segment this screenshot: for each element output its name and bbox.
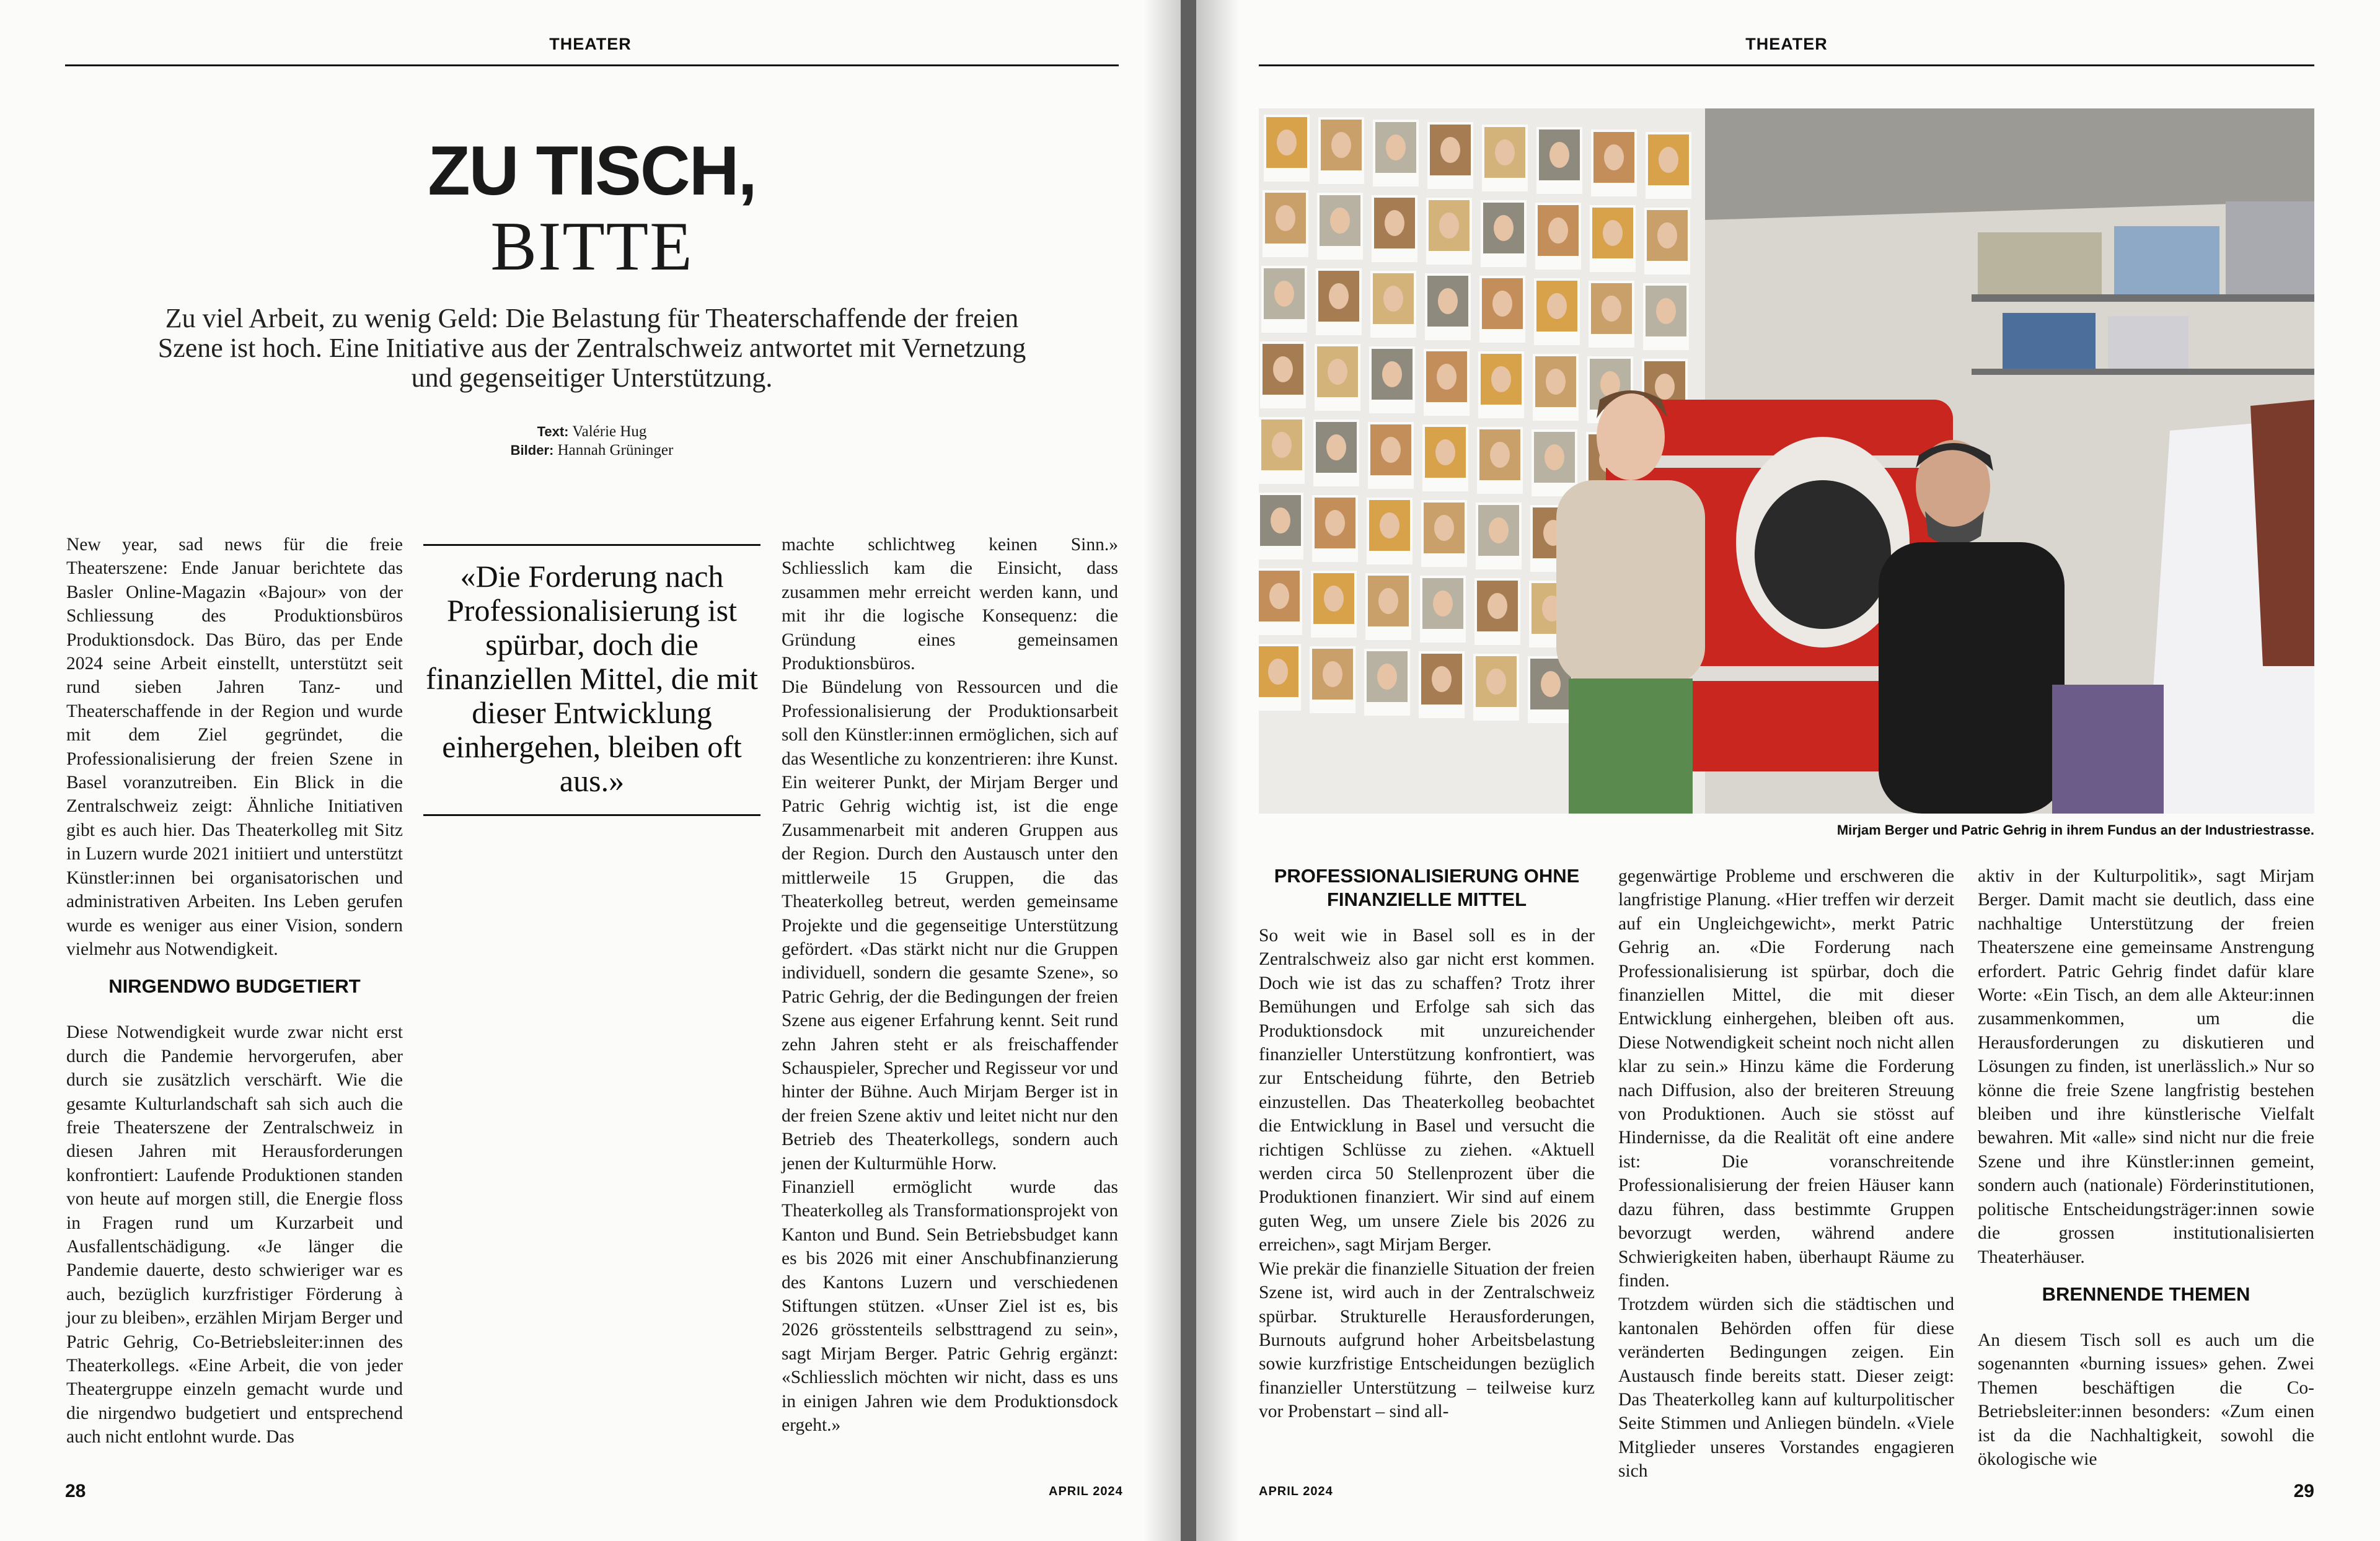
lead-paragraph: Zu viel Arbeit, zu wenig Geld: Die Belastung für Theaterschaffende der freien Szene ist hoch. Eine Initiative aus der Zentralschweiz antwortet mit Vernetzung und gegenseitiger Unterstützung.: [157, 303, 1026, 393]
subhead-professionalisierung: PROFESSIONALISIERUNG OHNE FINANZIELLE MITTEL: [1274, 865, 1580, 910]
credit-images-label: Bilder:: [510, 442, 554, 458]
page-number: 29: [2293, 1481, 2314, 1501]
page-number: 28: [65, 1481, 86, 1501]
header-rule: [65, 64, 1119, 66]
body-paragraph: Finanziell ermöglicht wurde das Theaterkolleg als Transformationsprojekt von Kanton und Bund. Sein Betriebsbudget kann es bis 2026 mit einer Anschubfinanzierung des Kantons Luzern und verschiedenen Stiftungen stützen. «Unser Ziel ist es, bis 2026 grösstenteils selbsttragend zu sein», sagt Mirjam Berger. Patric Gehrig ergänzt: «Schliesslich möchten wir nicht, dass es uns in einigen Jahren wie dem Produktionsdock ergeht.»: [782, 1177, 1118, 1436]
right-column-1: [1259, 864, 1595, 1424]
issue-date: APRIL 2024: [1049, 1485, 1123, 1498]
headline-line-1: ZU TISCH,: [428, 132, 756, 209]
issue-date: APRIL 2024: [1259, 1485, 1333, 1498]
body-paragraph: gegenwärtige Probleme und erschweren die langfristige Planung. «Hier treffen wir derzeit auf ein Ungleichgewicht», merkt Patric Gehrig an. «Die Forderung nach Professionalisierung ist spürbar, doch die finanziellen Mittel, die mit dieser Entwicklung einhergehen, bleiben oft aus. Diese Notwendigkeit scheint noch nicht allen klar zu sein.» Hinzu käme die Forderung nach Diffusion, also der breiteren Streuung von Produktionen. Auch sie stösst auf Hindernisse, da die Realität oft eine andere ist: Die voranschreitende Professionalisierung der freien Häuser kann dazu führen, dass bestimmte Gruppen bevorzugt werden, während andere Schwierigkeiten haben, überhaupt Räume zu finden.: [1618, 866, 1954, 1291]
right-page: [1196, 0, 2380, 1541]
feature-photo: [1259, 108, 2314, 814]
right-column-3: [1978, 864, 2314, 1471]
credits: [403, 423, 781, 460]
headline: [65, 132, 1119, 285]
right-column-2: [1618, 864, 1954, 1483]
section-label: THEATER: [549, 35, 632, 53]
body-paragraph: So weit wie in Basel soll es in der Zentralschweiz also gar nicht erst kommen. Doch wie ist das zu schaffen? Trotz ihrer Bemühungen und Erfolge sah sich das Produktionsdock mit unzureichender finanzieller Unterstützung konfrontiert, was zur Entscheidung führte, den Betrieb einzustellen. Das Theaterkolleg beobachtet die Entwicklung in Basel und versucht die richtigen Schlüsse zu ziehen. «Aktuell werden circa 50 Stellenprozent über die Produktionen finanziert. Wir sind auf einem guten Weg, um unsere Ziele bis 2026 zu erreichen», sagt Mirjam Berger.: [1259, 926, 1595, 1255]
body-paragraph: Trotzdem würden sich die städtischen und kantonalen Behörden offen für diese veränderten Bedingungen zeigen. Ein Austausch finde bereits statt. Dieser zeigt: Das Theaterkolleg kann auf kulturpolitischer Seite Stimmen und Anliegen bündeln. «Viele Mitglieder unseres Vorstandes engagieren sich: [1618, 1294, 1954, 1482]
photo-portrait-wall-icon: [1259, 108, 2314, 814]
body-paragraph: Diese Notwendigkeit wurde zwar nicht erst durch die Pandemie hervorgerufen, aber durch sie zusätzlich verschärft. Wie die gesamte Kulturlandschaft sah sich auch die freie Theaterszene der Zentralschweiz in diesen Jahren mit Herausforderungen konfrontiert: Laufende Produktionen standen von heute auf morgen still, die Energie floss in Fragen rund um Kurzarbeit und Ausfallentschädigung. «Je länger die Pandemie dauerte, desto schwieriger war es auch, bezüglich kurzfristiger Förderung à jour zu bleiben», erzählen Mirjam Berger und Patric Gehrig, Co-Betriebsleiter:innen des Theaterkollegs. «Eine Arbeit, die von jeder Theatergruppe einzeln gemacht wurde und die nirgendwo budgetiert und entsprechend auch nicht entlohnt wurde. Das: [66, 1022, 403, 1447]
body-paragraph: An diesem Tisch soll es auch um die sogenannten «burning issues» gehen. Zwei Themen beschäftigen die Co-Betriebsleiter:innen besonders: «Zum einen ist da die Nachhaltigkeit, sowohl die ökologische wie: [1978, 1330, 2314, 1469]
body-paragraph: machte schlichtweg keinen Sinn.» Schliesslich kam die Einsicht, dass zusammen mehr erreicht werden kann, und mit ihr die logische Konsequenz: die Gründung eines gemeinsamen Produktionsbüros.: [782, 535, 1118, 674]
photo-caption: Mirjam Berger und Patric Gehrig in ihrem Fundus an der Industriestrasse.: [1836, 822, 2314, 838]
subhead-nirgendwo: NIRGENDWO BUDGETIERT: [108, 975, 361, 998]
gutter-shadow: [1144, 0, 1181, 1541]
header-rule: [1259, 64, 2314, 66]
body-paragraph: Die Bündelung von Ressourcen und die Professionalisierung der Produktionsarbeit soll den Künstler:innen ermöglichen, sich auf das Wesentliche zu konzentrieren: ihre Kunst. Ein weiterer Punkt, der Mirjam Berger und Patric Gehrig wichtig ist, ist die enge Zusammenarbeit mit anderen Gruppen aus der Region. Durch den Austausch unter den mittlerweile 15 Gruppen, die das Theaterkolleg betreut, werden gemeinsame Projekte und die gegenseitige Unterstützung gefördert. «Das stärkt nicht nur die Gruppen individuell, sondern die gesamte Szene», so Patric Gehrig, der die Bedingungen der freien Szene aus eigener Erfahrung kennt. Seit rund zehn Jahren steht er als freischaffender Schauspieler, Sprecher und Regisseur vor und hinter der Bühne. Auch Mirjam Berger ist in der freien Szene aktiv und leitet nicht nur den Betrieb des Theaterkollegs, sondern auch jenen der Kulturmühle Horw.: [782, 677, 1118, 1174]
credit-text-author: Valérie Hug: [572, 423, 647, 440]
body-paragraph: New year, sad news für die freie Theaterszene: Ende Januar berichtete das Basler Online-Magazin «Bajour» von der Schliessung des Produktionsbüros Produktionsdock. Das Büro, das per Ende 2024 seine Arbeit einstellt, unterstützt seit rund sieben Jahren Tanz- und Theaterschaffende in der Region und wurde mit dem Ziel gegründet, die Professionalisierung der freien Szene in Basel voranzutreiben. Ein Blick in die Zentralschweiz zeigt: Ähnliche Initiativen gibt es auch hier. Das Theaterkolleg mit Sitz in Luzern wurde 2021 initiiert und unterstützt Künstler:innen bei organisatorischen und administrativen Arbeiten. Ins Leben gerufen wurde es weniger aus einer Vision, sondern vielmehr aus Notwendigkeit.: [66, 535, 403, 959]
gutter-shadow: [1196, 0, 1240, 1541]
body-paragraph: Wie prekär die finanzielle Situation der freien Szene ist, wird auch in der Zentralschweiz spürbar. Strukturelle Herausforderungen, Burnouts aufgrund hoher Arbeitsbelastung sowie kurzfristige Entscheidungen bezüglich finanzieller Unterstützung – teilweise kurz vor Probenstart – sind all-: [1259, 1258, 1595, 1422]
subhead-brennende-themen: BRENNENDE THEMEN: [2042, 1283, 2250, 1305]
section-label: THEATER: [1745, 35, 1828, 53]
left-column-1: [66, 533, 403, 1449]
left-column-3: [782, 533, 1118, 1437]
pull-quote: «Die Forderung nach Professionalisierung ist spürbar, doch die finanziellen Mittel, die mit dieser Entwicklung einhergehen, bleiben oft aus.»: [423, 544, 760, 816]
left-page: [0, 0, 1181, 1541]
body-paragraph: aktiv in der Kulturpolitik», sagt Mirjam Berger. Damit macht sie deutlich, dass eine nachhaltige Unterstützung der freien Theaterszene eine gemeinsame Anstrengung erfordert. Patric Gehrig findet dafür klare Worte: «Ein Tisch, an dem alle Akteur:innen zusammenkommen, um die Herausforderungen zu diskutieren und Lösungen zu finden, ist unerlässlich.» Nur so könne die freie Szene langfristig bestehen bleiben und ihre künstlerische Vielfalt bewahren. Mit «alle» sind nicht nur die freie Szene und ihre Künstler:innen gemeint, sondern auch (nationale) Förderinstitutionen, politische Entscheidungsträger:innen sowie die grossen institutionalisierten Theaterhäuser.: [1978, 866, 2314, 1267]
credit-images-author: Hannah Grüninger: [557, 442, 674, 459]
headline-line-2: BITTE: [490, 208, 694, 285]
credit-text-label: Text:: [537, 424, 569, 439]
